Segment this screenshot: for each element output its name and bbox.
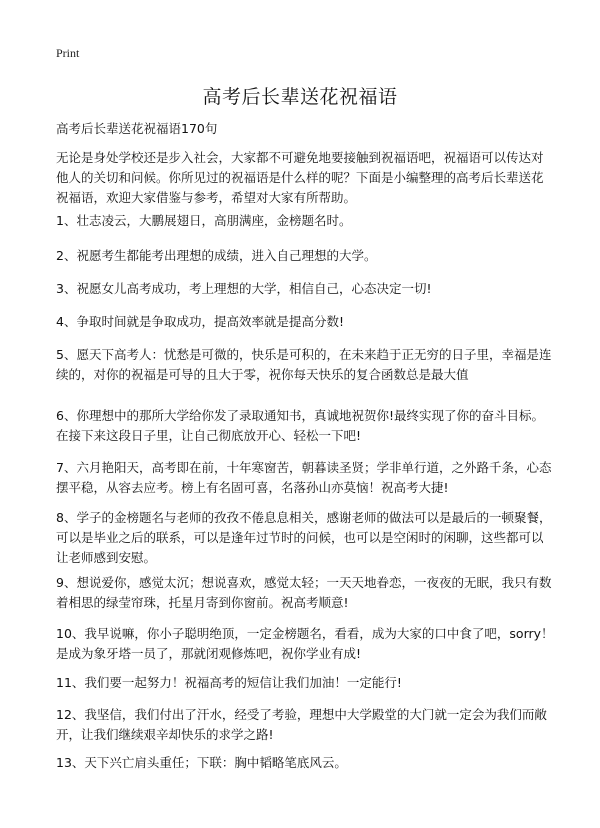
list-item: 1、壮志凌云，大鹏展翅日，高朋满座，金榜题名时。: [56, 213, 352, 228]
list-item: 10、我早说嘛，你小子聪明绝顶，一定金榜题名，看看，成为大家的口中食了吧，sorry！是成为象牙塔一员了，那就闭观修炼吧，祝你学业有成!: [56, 626, 554, 661]
list-item: 5、愿天下高考人：忧愁是可微的，快乐是可积的，在未来趋于正无穷的日子里，幸福是连续的，对你的祝福是可导的且大于零，祝你每天快乐的复合函数总是最大值: [56, 347, 552, 382]
list-item: 8、学子的金榜题名与老师的孜孜不倦息息相关，感谢老师的做法可以是最后的一顿聚餐，可以是毕业之后的联系，可以是逢年过节时的问候，也可以是空闲时的闲聊，这些都可以让老师感到安慰。: [56, 510, 552, 565]
list-item: 13、天下兴亡肩头重任；下联：胸中韬略笔底风云。: [56, 755, 347, 770]
list-item: 9、想说爱你，感觉太沉；想说喜欢，感觉太轻；一天天地眷恋，一夜夜的无眠，我只有数着相思的绿莹帘珠，托星月寄到你窗前。祝高考顺意!: [56, 575, 552, 610]
list-item: 6、你理想中的那所大学给你发了录取通知书，真诚地祝贺你!最终实现了你的奋斗目标。在接下来这段日子里，让自己彻底放开心、轻松一下吧!: [56, 408, 544, 443]
list-item: 2、祝愿考生都能考出理想的成绩，进入自己理想的大学。: [56, 248, 377, 263]
list-item: 11、我们要一起努力！祝福高考的短信让我们加油！一定能行!: [56, 675, 402, 690]
article-subtitle: 高考后长辈送花祝福语170句: [56, 121, 218, 136]
list-item: 7、六月艳阳天，高考即在前，十年寒窗苦，朝暮读圣贤；学非单行道，之外路千条，心态摆平稳，从容去应考。榜上有名固可喜，名落孙山亦莫恼！祝高考大捷!: [56, 460, 552, 495]
list-item: 4、争取时间就是争取成功，提高效率就是提高分数!: [56, 314, 344, 329]
list-item: 3、祝愿女儿高考成功，考上理想的大学，相信自己，心态决定一切!: [56, 281, 432, 296]
article-intro: 无论是身处学校还是步入社会，大家都不可避免地要接触到祝福语吧，祝福语可以传达对他人的关切和问候。你所见过的祝福语是什么样的呢？下面是小编整理的高考后长辈送花祝福语，欢迎大家借鉴与参考，希望对大家有所帮助。: [56, 150, 544, 205]
print-link[interactable]: Print: [56, 46, 80, 60]
list-item: 12、我坚信，我们付出了汗水，经受了考验，理想中大学殿堂的大门就一定会为我们而敞开，让我们继续艰辛却快乐的求学之路!: [56, 707, 547, 742]
page-title: 高考后长辈送花祝福语: [202, 86, 398, 108]
